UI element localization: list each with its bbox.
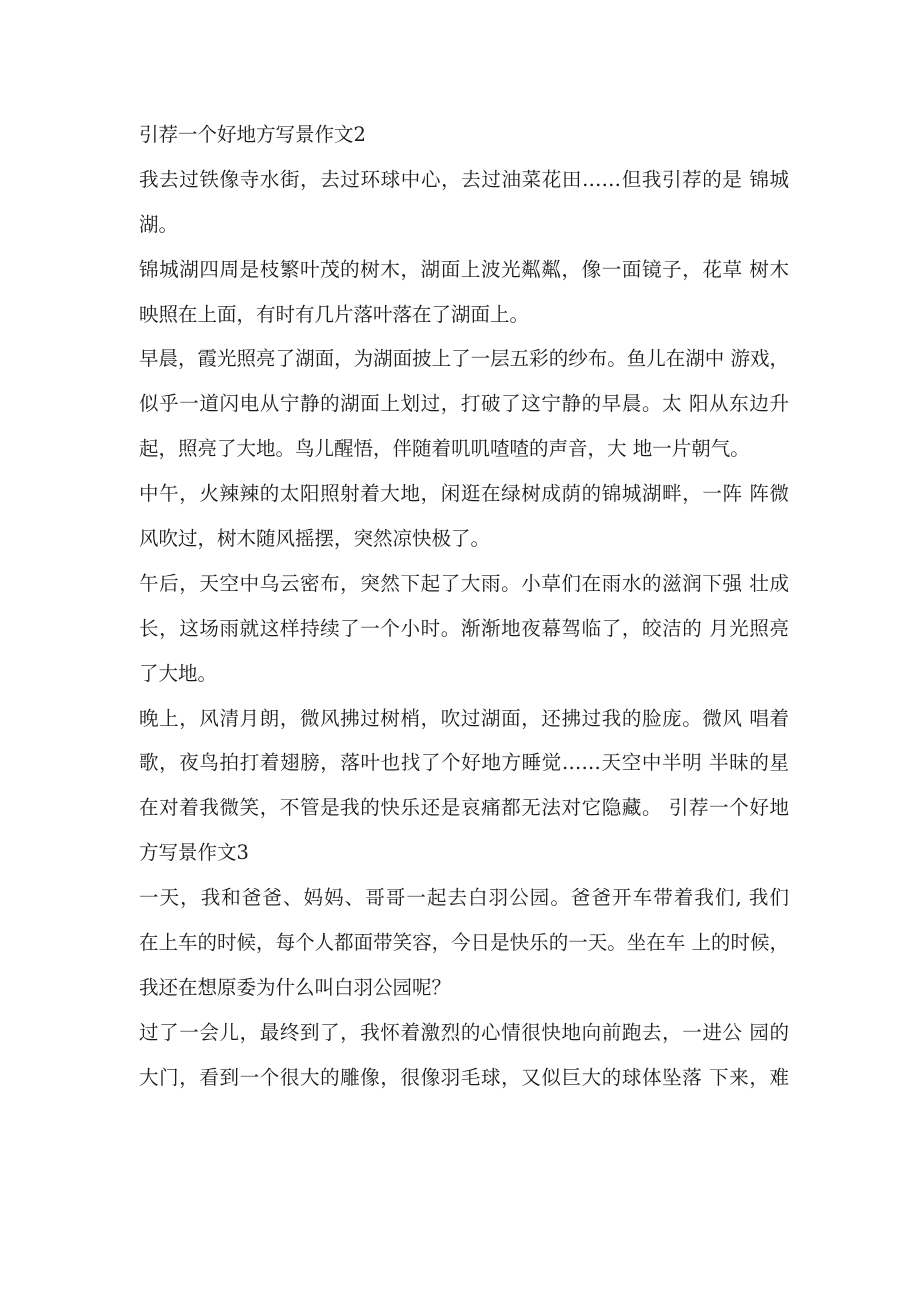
text-line: 中午，火辣辣的太阳照射着大地，闲逛在绿树成荫的锦城湖畔，一阵 阵微	[139, 482, 789, 506]
text-line: 在上车的时候，每个人都面带笑容，今日是快乐的一天。坐在车 上的时候，	[139, 931, 789, 955]
text-line: 过了一会儿，最终到了，我怀着激烈的心情很快地向前跑去，一进公 园的	[139, 1020, 789, 1044]
text-line: 一天，我和爸爸、妈妈、哥哥一起去白羽公园。爸爸开车带着我们, 我们	[139, 886, 789, 910]
text-line: 起，照亮了大地。鸟儿醒悟，伴随着叽叽喳喳的声音，大 地一片朝气。	[139, 437, 750, 461]
text-line: 长，这场雨就这样持续了一个小时。渐渐地夜幕驾临了，皎洁的 月光照亮	[139, 616, 789, 640]
text-line: 大门，看到一个很大的雕像，很像羽毛球，又似巨大的球体坠落 下来，难	[139, 1065, 789, 1089]
text-line: 似乎一道闪电从宁静的湖面上划过，打破了这宁静的早晨。太 阳从东边升	[139, 392, 789, 416]
text-line: 锦城湖四周是枝繁叶茂的树木，湖面上波光粼粼，像一面镜子，花草 树木	[139, 257, 789, 281]
text-line: 早晨，霞光照亮了湖面，为湖面披上了一层五彩的纱布。鱼儿在湖中 游戏，	[139, 347, 789, 371]
text-line: 方写景作文3	[139, 841, 249, 865]
text-line: 映照在上面，有时有几片落叶落在了湖面上。	[139, 302, 530, 326]
text-line: 在对着我微笑，不管是我的快乐还是哀痛都无法对它隐藏。 引荐一个好地	[139, 796, 789, 820]
text-line: 晚上，风清月朗，微风拂过树梢，吹过湖面，还拂过我的脸庞。微风 唱着	[139, 706, 789, 730]
text-line: 我去过铁像寺水街，去过环球中心，去过油菜花田……但我引荐的是 锦城	[139, 167, 789, 191]
text-line: 引荐一个好地方写景作文2	[139, 123, 366, 146]
text-line: 我还在想原委为什么叫白羽公园呢？	[139, 975, 452, 999]
text-line: 歌，夜鸟拍打着翅膀，落叶也找了个好地方睡觉……天空中半明 半昧的星	[139, 751, 789, 775]
text-line: 风吹过，树木随风摇摆，突然凉快极了。	[139, 527, 491, 551]
document-body	[139, 113, 789, 1101]
text-line: 午后，天空中乌云密布，突然下起了大雨。小草们在雨水的滋润下强 壮成	[139, 571, 789, 595]
text-line: 了大地。	[139, 661, 218, 685]
text-line: 湖。	[139, 212, 179, 236]
